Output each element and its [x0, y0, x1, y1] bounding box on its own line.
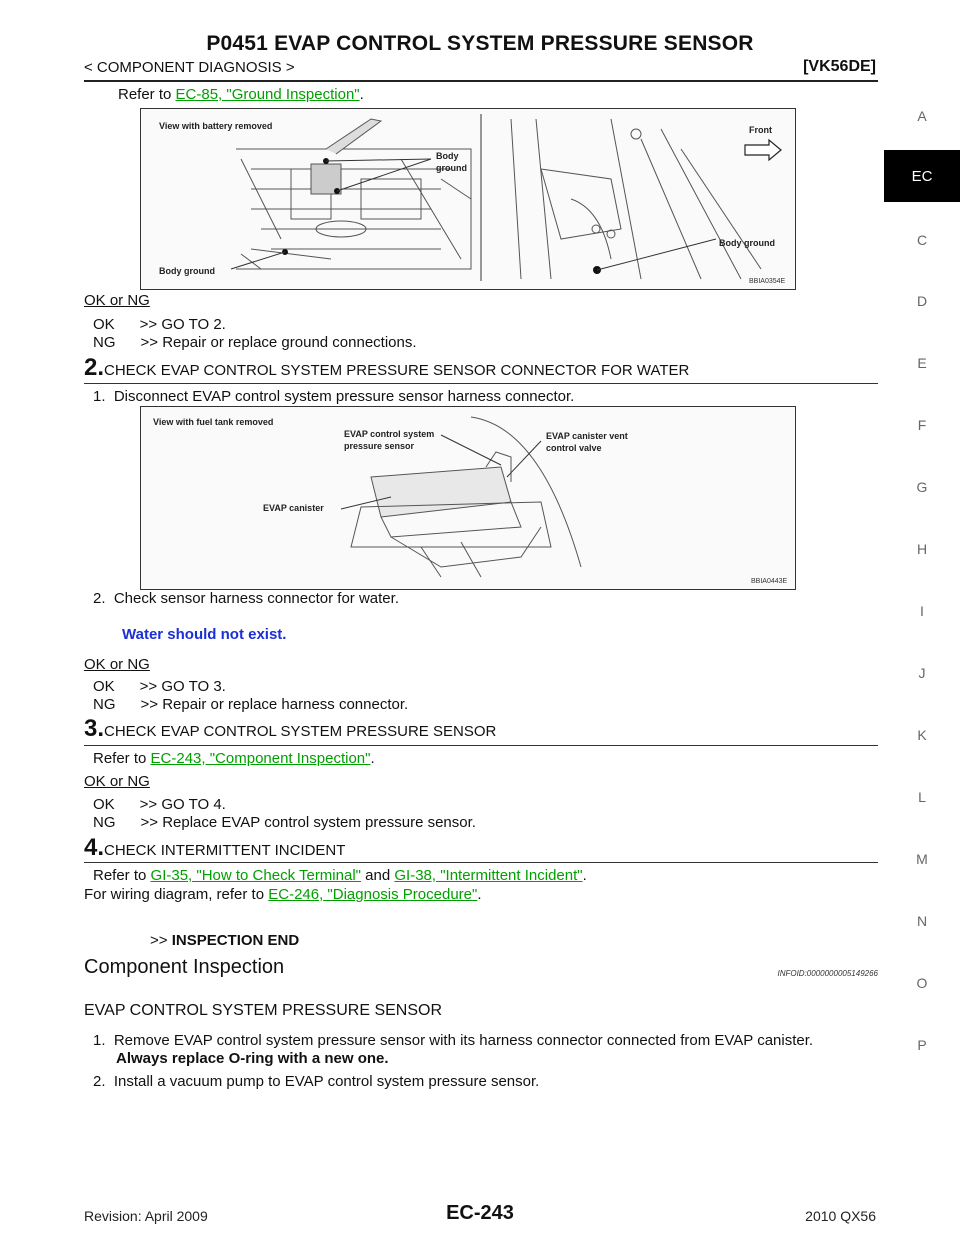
footer-page-number: EC-243 — [446, 1202, 514, 1224]
component-inspection-link[interactable]: EC-243, "Component Inspection" — [150, 750, 371, 767]
step1-ok: OK >> GO TO 2. — [93, 316, 226, 333]
index-tab-l[interactable]: L — [918, 789, 926, 805]
fig1-body-ground-2: Body ground — [159, 266, 215, 276]
intermittent-incident-link[interactable]: GI-38, "Intermittent Incident" — [394, 867, 583, 884]
step3-rule — [84, 745, 878, 746]
step2-ok-ng: OK or NG — [84, 656, 150, 673]
step3-ok: OK >> GO TO 4. — [93, 796, 226, 813]
index-tab-p[interactable]: P — [917, 1037, 927, 1053]
fig2-canister-label: EVAP canister — [263, 503, 324, 513]
fig1-body-ground-3: Body ground — [719, 238, 775, 248]
step2-ok: OK >> GO TO 3. — [93, 678, 226, 695]
index-tab-h[interactable]: H — [916, 541, 928, 557]
evap-canister-figure — [140, 406, 796, 590]
component-item1-note: Always replace O-ring with a new one. — [116, 1050, 389, 1067]
index-tab-i[interactable]: I — [920, 603, 924, 619]
index-tab-g[interactable]: G — [916, 479, 928, 495]
step4-refer: Refer to GI-35, "How to Check Terminal" and GI-38, "Intermittent Incident". — [93, 867, 587, 884]
step4-wiring: For wiring diagram, refer to EC-246, "Diagnosis Procedure". — [84, 886, 482, 903]
fig2-valve-label-a: EVAP canister vent — [546, 431, 628, 441]
fig1-front-label: Front — [749, 125, 772, 135]
header-rule — [84, 80, 878, 82]
fig2-valve-label-b: control valve — [546, 443, 602, 453]
step2-heading: 2.CHECK EVAP CONTROL SYSTEM PRESSURE SENSOR CONNECTOR FOR WATER — [84, 354, 690, 381]
step1-ng: NG >> Repair or replace ground connections. — [93, 334, 417, 351]
footer-model-year: 2010 QX56 — [805, 1208, 876, 1224]
index-tab-ec-active[interactable]: EC — [884, 150, 960, 202]
step1-ok-ng: OK or NG — [84, 292, 150, 309]
index-tab-m[interactable]: M — [916, 851, 928, 867]
step2-sub1: 1. Disconnect EVAP control system pressure sensor harness connector. — [93, 388, 575, 405]
fig2-sensor-label-a: EVAP control system — [344, 429, 435, 439]
step4-heading: 4.CHECK INTERMITTENT INCIDENT — [84, 834, 346, 861]
fig1-body-ground-a: Body — [436, 151, 459, 161]
info-id: INFOID:0000000005149266 — [777, 969, 878, 978]
step2-rule — [84, 383, 878, 384]
model-label: [VK56DE] — [803, 58, 876, 75]
ground-inspection-link[interactable]: EC-85, "Ground Inspection" — [175, 86, 360, 103]
component-item2: 2. Install a vacuum pump to EVAP control system pressure sensor. — [93, 1073, 540, 1090]
diagnosis-procedure-link[interactable]: EC-246, "Diagnosis Procedure" — [268, 886, 478, 903]
ground-location-figure — [140, 108, 796, 290]
index-tab-k[interactable]: K — [917, 727, 927, 743]
index-tab-d[interactable]: D — [916, 293, 928, 309]
index-tab-j[interactable]: J — [918, 665, 926, 681]
check-terminal-link[interactable]: GI-35, "How to Check Terminal" — [150, 867, 361, 884]
section-label: < COMPONENT DIAGNOSIS > — [84, 59, 295, 76]
index-tab-o[interactable]: O — [916, 975, 928, 991]
index-tab-a[interactable]: A — [917, 108, 927, 124]
step2-spec: Water should not exist. — [122, 626, 287, 643]
index-tab-e[interactable]: E — [917, 355, 927, 371]
index-tab-c[interactable]: C — [916, 232, 928, 248]
index-tab-n[interactable]: N — [916, 913, 928, 929]
step3-ng: NG >> Replace EVAP control system pressure sensor. — [93, 814, 476, 831]
fig2-view-label: View with fuel tank removed — [153, 417, 274, 427]
step3-refer: Refer to EC-243, "Component Inspection". — [93, 750, 375, 767]
step1-refer: Refer to EC-85, "Ground Inspection". — [118, 86, 364, 103]
inspection-end: >> INSPECTION END — [150, 932, 300, 949]
step2-ng: NG >> Repair or replace harness connector. — [93, 696, 409, 713]
step3-ok-ng: OK or NG — [84, 773, 150, 790]
fig2-sensor-label-b: pressure sensor — [344, 441, 415, 451]
fig1-view-label: View with battery removed — [159, 121, 273, 131]
component-inspection-heading: Component Inspection — [84, 956, 285, 978]
fig2-code: BBIA0443E — [751, 578, 788, 585]
page-title: P0451 EVAP CONTROL SYSTEM PRESSURE SENSOR — [206, 32, 754, 55]
index-tab-f[interactable]: F — [917, 417, 927, 433]
step4-rule — [84, 862, 878, 863]
step3-heading: 3.CHECK EVAP CONTROL SYSTEM PRESSURE SENSOR — [84, 715, 497, 742]
step2-sub2: 2. Check sensor harness connector for water. — [93, 590, 399, 607]
component-subheading: EVAP CONTROL SYSTEM PRESSURE SENSOR — [84, 1002, 443, 1019]
fig1-code: BBIA0354E — [749, 278, 786, 285]
fig1-body-ground-b: ground — [436, 163, 467, 173]
component-item1: 1. Remove EVAP control system pressure sensor with its harness connector connected from EVAP canister. — [93, 1032, 814, 1049]
footer-revision: Revision: April 2009 — [84, 1208, 208, 1224]
